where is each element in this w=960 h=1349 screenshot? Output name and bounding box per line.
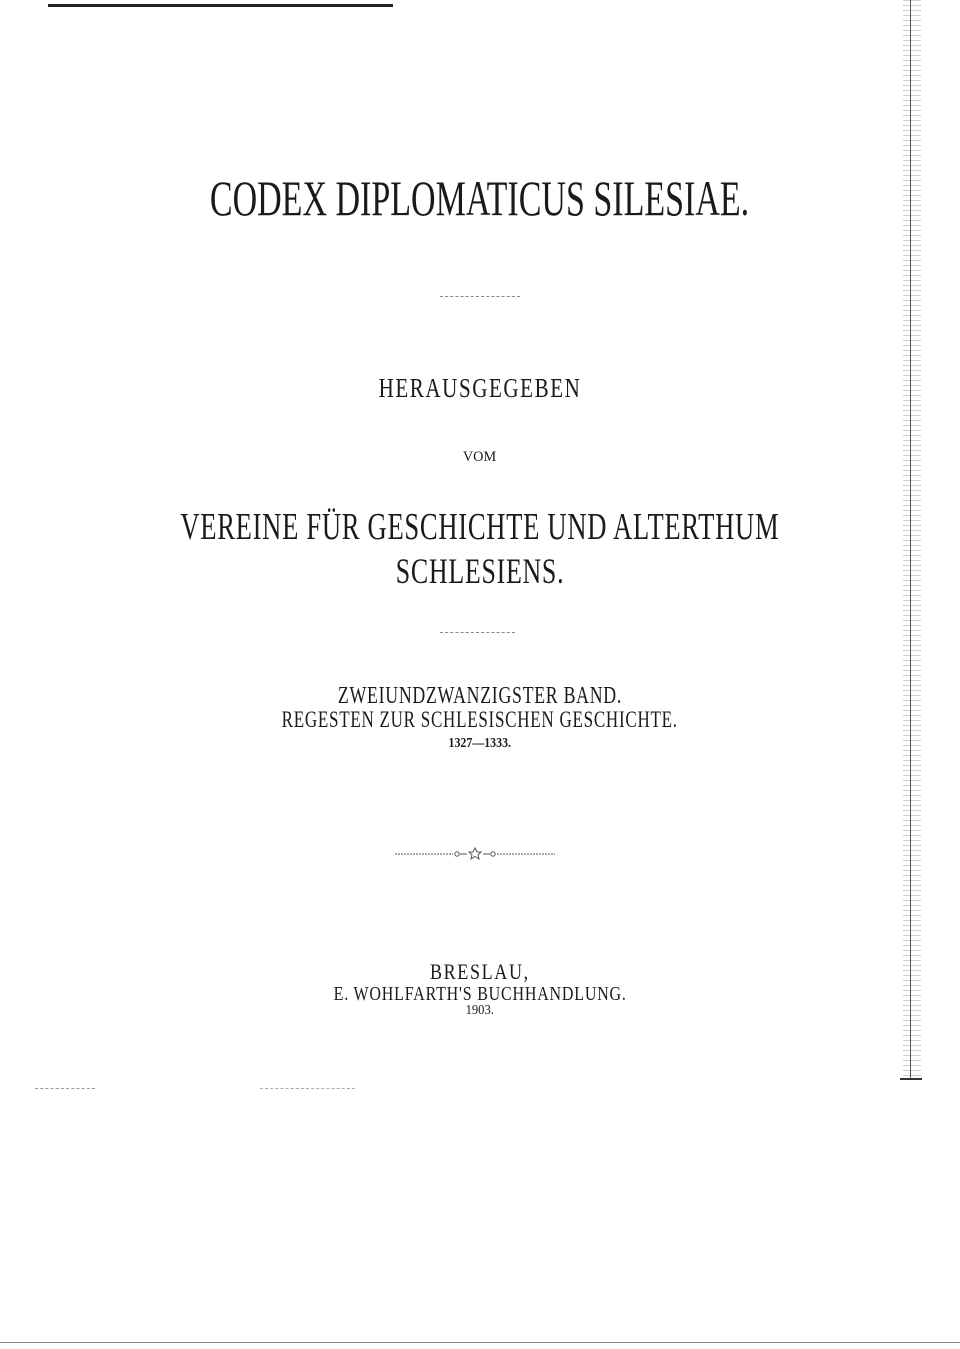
divider-rule-1 [440, 296, 520, 297]
society-name-text-1: VEREINE FÜR GESCHICHTE UND ALTERTHUM [180, 506, 780, 548]
scan-artifact-rule-right [900, 1078, 922, 1080]
scan-artifact-rule-left [35, 1088, 95, 1089]
divider-rule-2 [440, 632, 515, 633]
herausgegeben-text: HERAUSGEGEBEN [378, 373, 582, 403]
star-ornament-icon [395, 846, 555, 862]
society-name-line-2 [0, 550, 960, 592]
place-text: BRESLAU, [430, 959, 530, 984]
publication-year-text: 1903. [465, 1003, 495, 1018]
scan-artifact-rule-mid [260, 1088, 355, 1089]
scan-top-edge [48, 4, 393, 7]
subtitle-text: REGESTEN ZUR SCHLESISCHEN GESCHICHTE. [281, 707, 679, 732]
volume-text: ZWEIUNDZWANZIGSTER BAND. [337, 683, 623, 709]
years-text: 1327—1333. [448, 736, 512, 751]
vom-line [0, 448, 960, 466]
subtitle-line [0, 706, 960, 734]
publication-year-line [0, 1003, 960, 1019]
years-line [0, 736, 960, 752]
vom-text: VOM [463, 449, 497, 465]
scan-bottom-edge [0, 1342, 960, 1343]
herausgegeben-line [0, 372, 960, 404]
publisher-text: E. WOHLFARTH'S BUCHHANDLUNG. [333, 983, 627, 1005]
book-title-text: CODEX DIPLOMATICUS SILESIAE. [210, 170, 750, 226]
society-name-line-1 [0, 505, 960, 549]
society-name-text-2: SCHLESIENS. [395, 551, 565, 591]
book-title [0, 168, 960, 228]
